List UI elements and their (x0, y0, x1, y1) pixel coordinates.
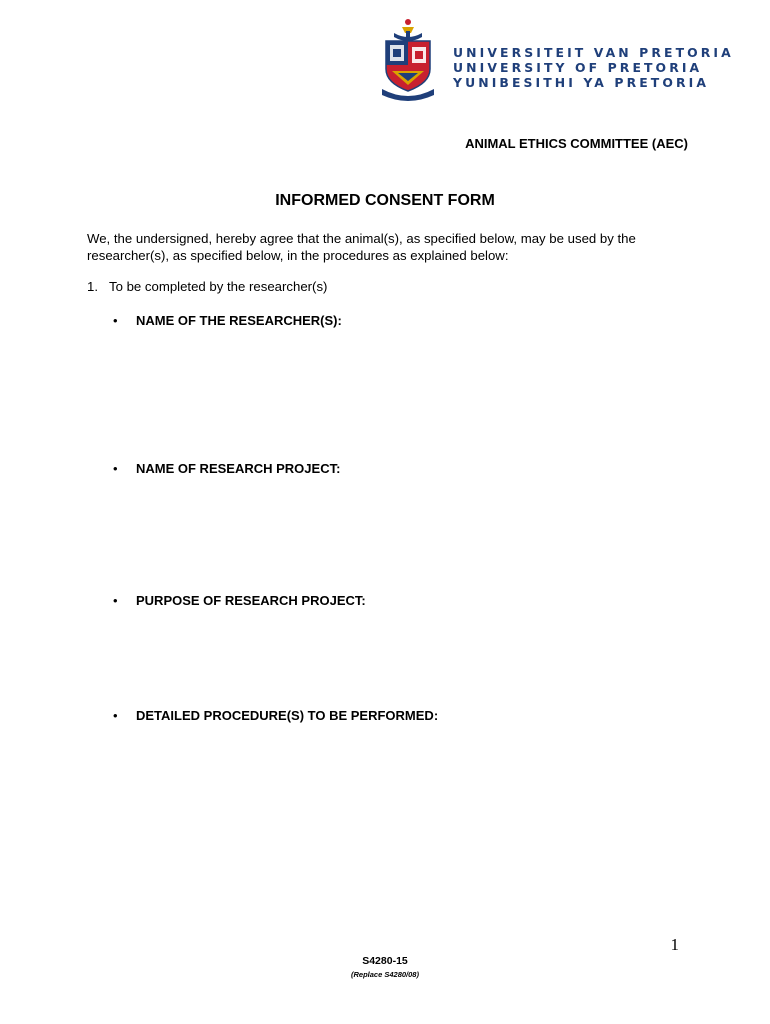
replace-note: (Replace S4280/08) (351, 970, 419, 979)
field-project-name (113, 461, 340, 476)
step-instruction (87, 279, 327, 294)
step-number: 1. (87, 279, 98, 294)
bullet-icon: • (113, 461, 118, 476)
field-project-purpose (113, 593, 366, 608)
bullet-icon: • (113, 708, 118, 723)
field-detailed-procedures (113, 708, 438, 723)
intro-paragraph: We, the undersigned, hereby agree that the animal(s), as specified below, may be used by the researcher(s), as specified below, in the procedures as explained below: (87, 231, 636, 263)
field-label: NAME OF RESEARCH PROJECT: (136, 461, 341, 476)
university-name-sepedi: YUNIBESITHI YA PRETORIA (453, 75, 710, 90)
committee-heading: ANIMAL ETHICS COMMITTEE (AEC) (465, 136, 688, 151)
university-crest-logo-icon (380, 17, 436, 101)
university-name-english: UNIVERSITY OF PRETORIA (453, 60, 703, 75)
university-name-block (453, 45, 734, 90)
page-number: 1 (670, 935, 679, 954)
bullet-icon: • (113, 313, 118, 328)
form-title: INFORMED CONSENT FORM (275, 192, 495, 209)
field-label: DETAILED PROCEDURE(S) TO BE PERFORMED: (136, 708, 439, 723)
field-label: PURPOSE OF RESEARCH PROJECT: (136, 593, 366, 608)
field-label: NAME OF THE RESEARCHER(S): (136, 313, 342, 328)
step-text: To be completed by the researcher(s) (109, 279, 328, 294)
bullet-icon: • (113, 593, 118, 608)
university-name-afrikaans: UNIVERSITEIT VAN PRETORIA (453, 45, 734, 60)
field-researcher-names (113, 313, 342, 328)
form-code: S4280-15 (362, 955, 408, 967)
